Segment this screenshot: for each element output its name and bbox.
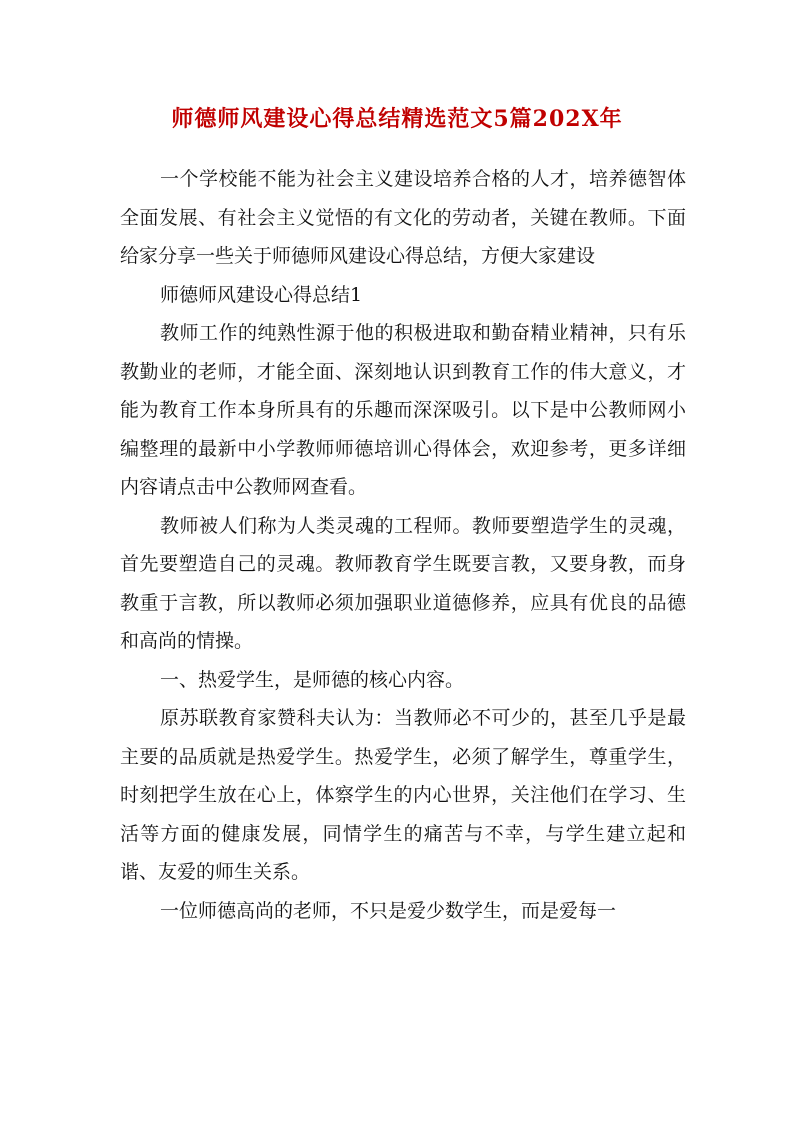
body-paragraph: 原苏联教育家赞科夫认为：当教师必不可少的，甚至几乎是最主要的品质就是热爱学生。热爱学生，必须了解学生，尊重学生，时刻把学生放在心上，体察学生的内心世界，关注他们在学习、生活等方面的健康发展，同情学生的痛苦与不幸，与学生建立起和谐、友爱的师生关系。 — [120, 707, 686, 883]
body-paragraph: 教师被人们称为人类灵魂的工程师。教师要塑造学生的灵魂，首先要塑造自己的灵魂。教师教育学生既要言教，又要身教，而身教重于言教，所以教师必须加强职业道德修养，应具有优良的品德和高尚的情操。 — [120, 514, 686, 652]
document-title: 师德师风建设心得总结精选范文5篇202X年 — [171, 106, 623, 132]
body-paragraph-truncated: 一位师德高尚的老师，不只是爱少数学生，而是爱每一 — [160, 899, 617, 922]
body-paragraph: 教师工作的纯熟性源于他的积极进取和勤奋精业精神，只有乐教勤业的老师，才能全面、深刻地认识到教育工作的伟大意义，才能为教育工作本身所具有的乐趣而深深吸引。以下是中公教师网小编整理的最新中小学教师师德培训心得体会，欢迎参考，更多详细内容请点击中公教师网查看。 — [120, 322, 686, 498]
document-body — [120, 160, 686, 930]
section-heading-1: 师德师风建设心得总结1 — [160, 283, 363, 306]
intro-paragraph: 一个学校能不能为社会主义建设培养合格的人才，培养德智体全面发展、有社会主义觉悟的有文化的劳动者，关键在教师。下面给家分享一些关于师德师风建设心得总结，方便大家建设 — [120, 168, 686, 267]
subheading-love-students: 一、热爱学生，是师德的核心内容。 — [160, 668, 465, 691]
